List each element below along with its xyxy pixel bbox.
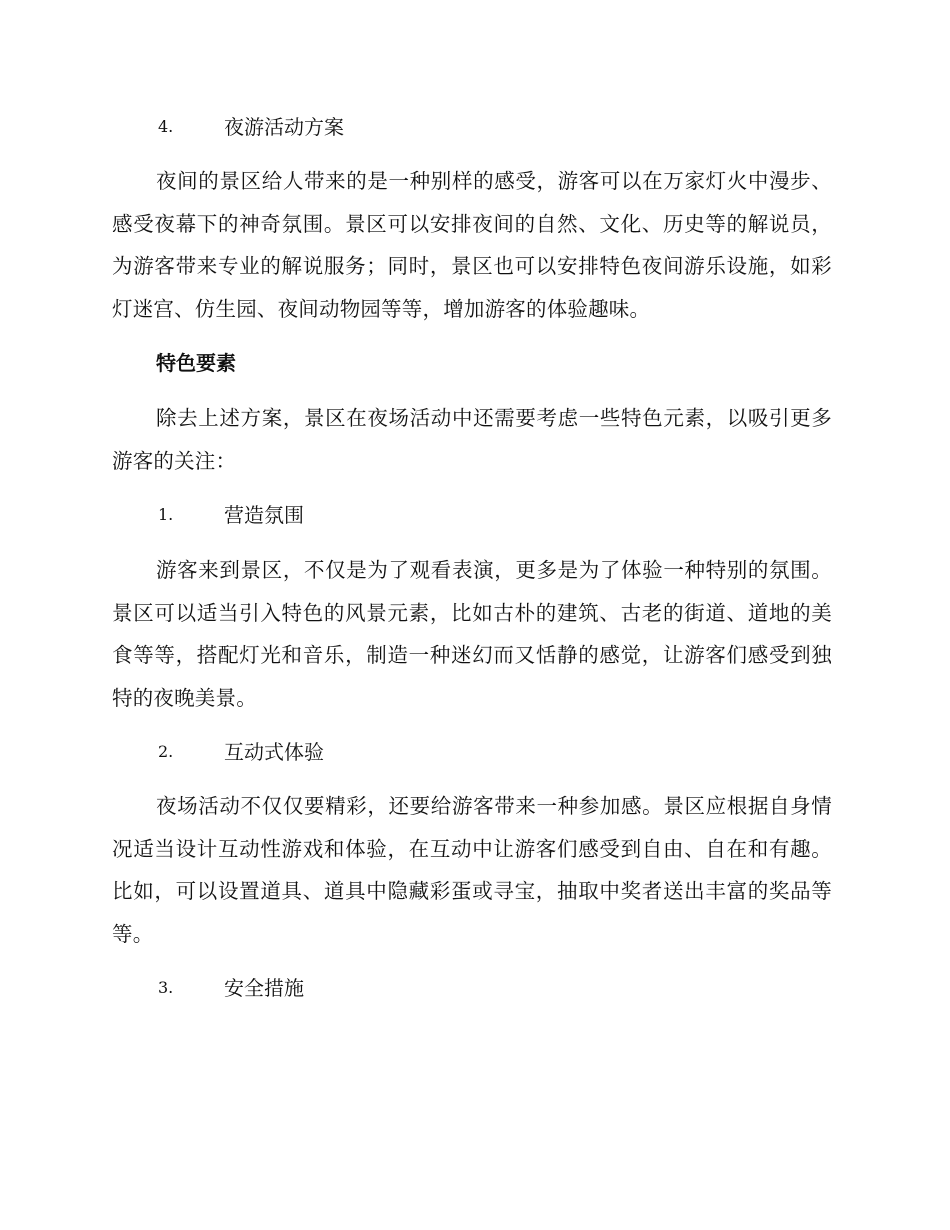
list-item-atmosphere — [112, 500, 832, 530]
list-title: 互动式体验 — [224, 740, 324, 764]
list-number: 1. — [158, 505, 174, 524]
list-title: 安全措施 — [224, 976, 304, 1000]
list-number: 4. — [158, 117, 174, 136]
list-title: 夜游活动方案 — [224, 115, 344, 139]
list-number: 2. — [158, 742, 174, 761]
list-number: 3. — [158, 978, 174, 997]
list-item-safety — [112, 973, 832, 1003]
paragraph-atmosphere: 游客来到景区，不仅是为了观看表演，更多是为了体验一种特别的氛围。景区可以适当引入特色的风景元素，比如古朴的建筑、古老的街道、道地的美食等等，搭配灯光和音乐，制造一种迷幻而又恬静的感觉，让游客们感受到独特的夜晚美景。 — [112, 558, 832, 710]
list-title: 营造氛围 — [224, 503, 304, 527]
section-heading-features: 特色要素 — [156, 351, 236, 375]
paragraph-night-tour: 夜间的景区给人带来的是一种别样的感受，游客可以在万家灯火中漫步、感受夜幕下的神奇氛围。景区可以安排夜间的自然、文化、历史等的解说员，为游客带来专业的解说服务；同时，景区也可以安排特色夜间游乐设施，如彩灯迷宫、仿生园、夜间动物园等等，增加游客的体验趣味。 — [112, 169, 832, 321]
paragraph-features-intro: 除去上述方案，景区在夜场活动中还需要考虑一些特色元素，以吸引更多游客的关注： — [112, 406, 832, 473]
list-item-interactive — [112, 737, 832, 767]
list-item-night-tour-plan — [112, 112, 832, 142]
paragraph-interactive: 夜场活动不仅仅要精彩，还要给游客带来一种参加感。景区应根据自身情况适当设计互动性游戏和体验，在互动中让游客们感受到自由、自在和有趣。比如，可以设置道具、道具中隐藏彩蛋或寻宝，抽取中奖者送出丰富的奖品等等。 — [112, 794, 832, 946]
